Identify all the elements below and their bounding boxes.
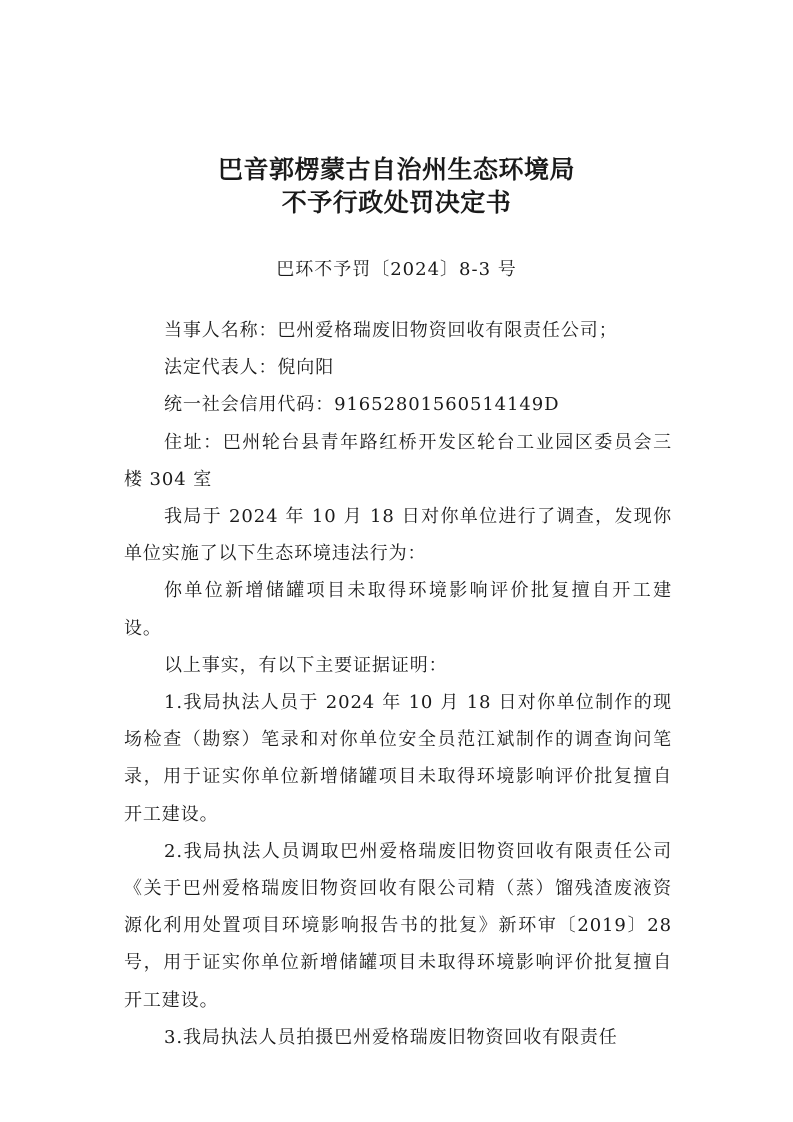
evidence-item-2: 2.我局执法人员调取巴州爱格瑞废旧物资回收有限责任公司《关于巴州爱格瑞废旧物资回收有限公司精（蒸）馏残渣废液资源化利用处置项目环境影响报告书的批复》新环审〔2019〕28 号，用于证实你单位新增储罐项目未取得环境影响评价批复擅自开工建设。 <box>124 840 672 1011</box>
evidence-item-1: 1.我局执法人员于 2024 年 10 月 18 日对你单位制作的现场检查（勘察）笔录和对你单位安全员范江斌制作的调查询问笔录，用于证实你单位新增储罐项目未取得环境影响评价批复擅自开工建设。 <box>124 692 672 825</box>
address: 住址：巴州轮台县青年路红桥开发区轮台工业园区委员会三楼 304 室 <box>124 431 672 490</box>
agency-title: 巴音郭楞蒙古自治州生态环境局 <box>217 155 575 184</box>
violation-paragraph: 你单位新增储罐项目未取得环境影响评价批复擅自开工建设。 <box>124 580 672 639</box>
document-title: 不予行政处罚决定书 <box>281 188 512 217</box>
party-name: 当事人名称：巴州爱格瑞废旧物资回收有限责任公司； <box>164 320 618 341</box>
legal-representative: 法定代表人：倪向阳 <box>164 357 335 379</box>
investigation-paragraph: 我局于 2024 年 10 月 18 日对你单位进行了调查，发现你单位实施了以下生态环境违法行为： <box>124 506 672 565</box>
credit-code: 统一社会信用代码：91652801560514149D <box>164 394 560 416</box>
evidence-item-3: 3.我局执法人员拍摄巴州爱格瑞废旧物资回收有限责任 <box>164 1026 618 1048</box>
evidence-intro: 以上事实，有以下主要证据证明： <box>164 654 448 676</box>
document-number: 巴环不予罚〔2024〕8-3 号 <box>276 259 517 280</box>
document-body <box>124 312 672 1056</box>
